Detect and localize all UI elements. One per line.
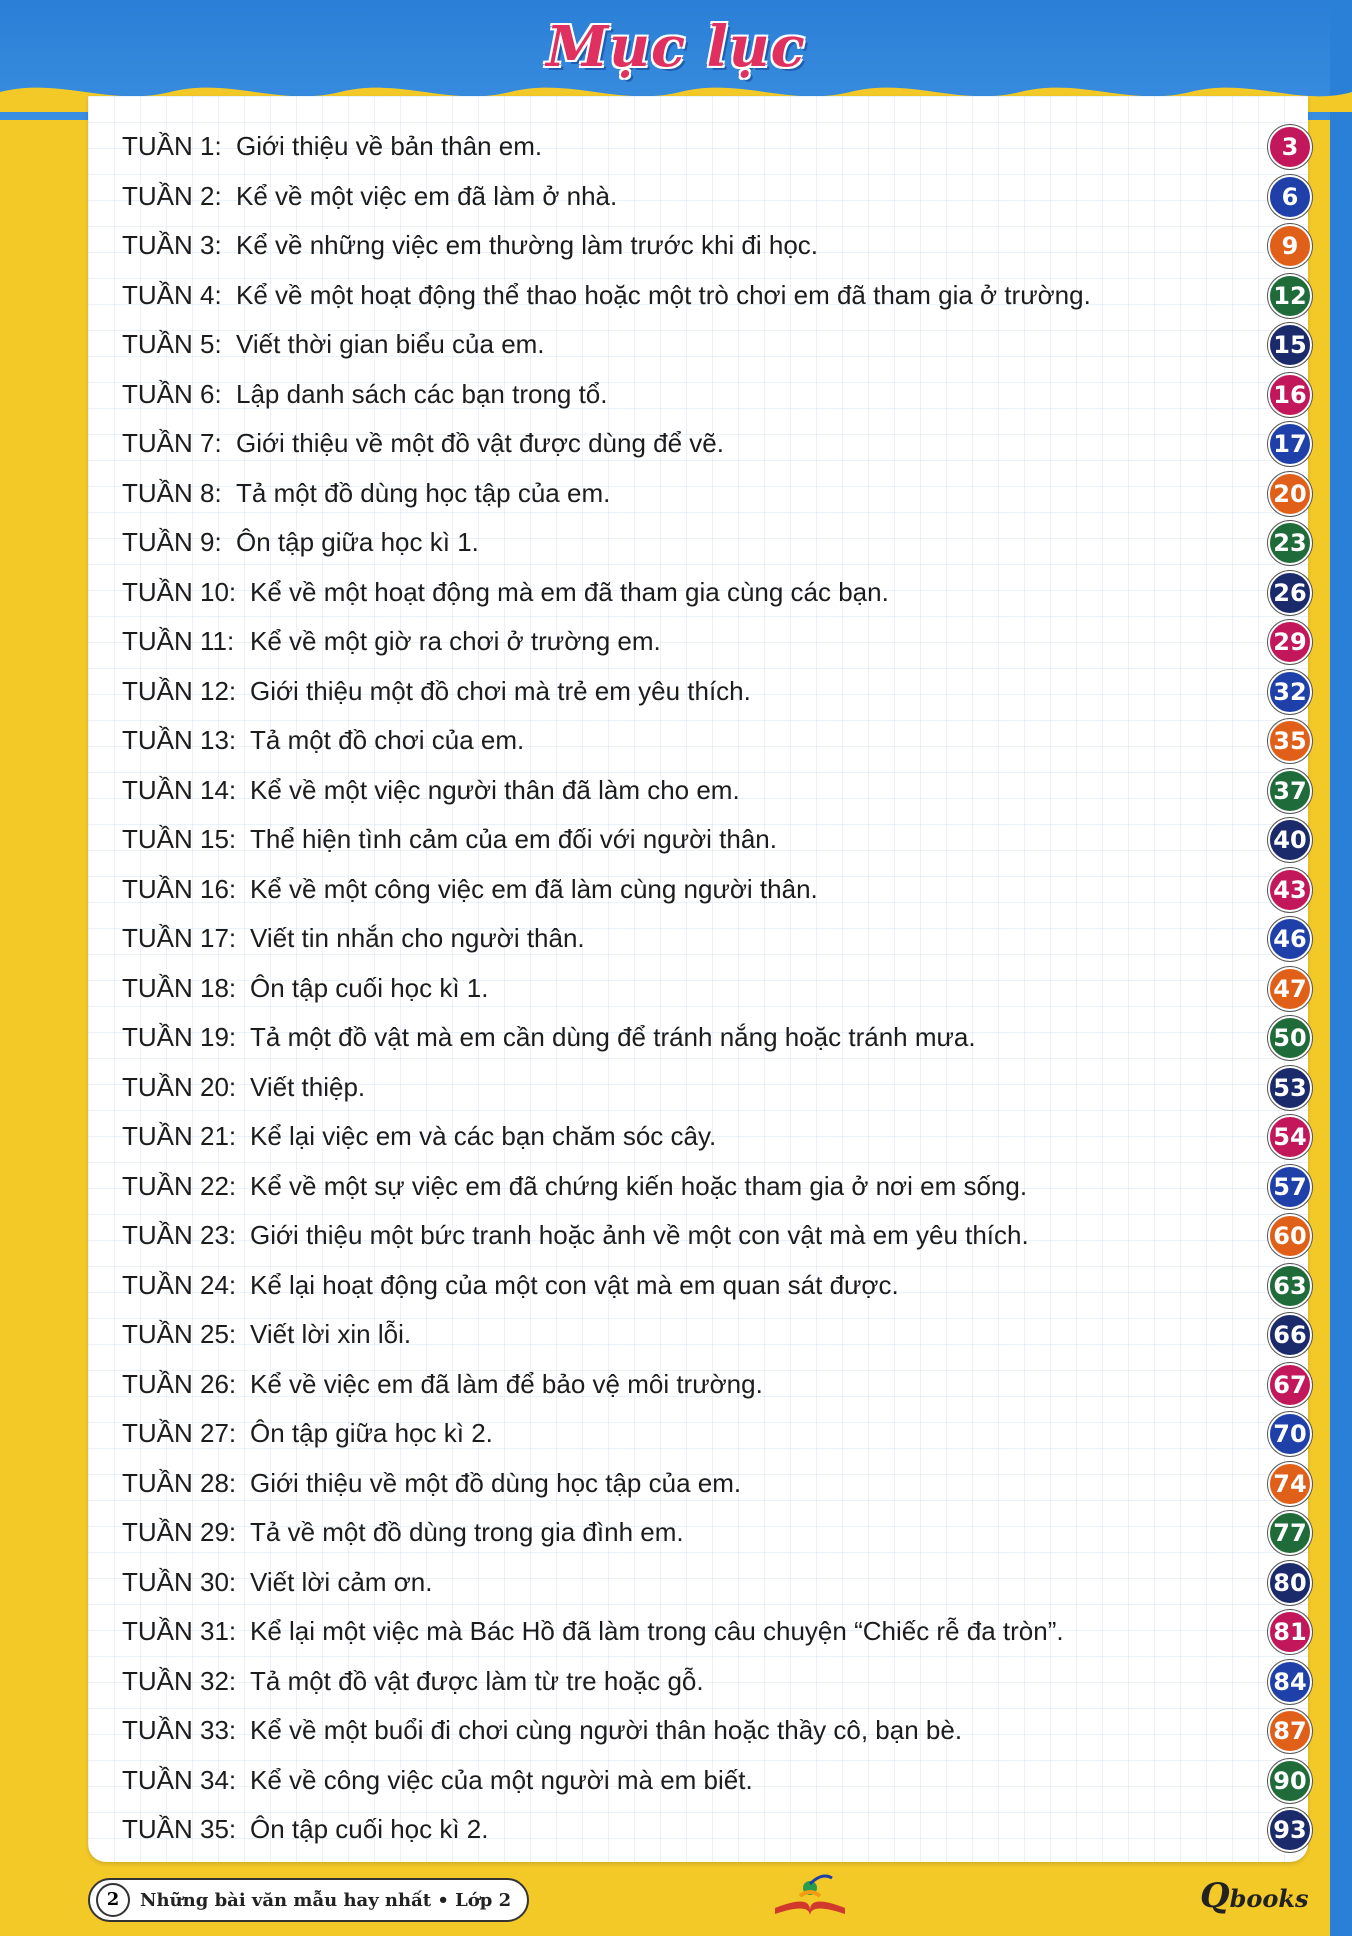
- toc-entry[interactable]: [122, 172, 1299, 220]
- toc-entry[interactable]: [122, 568, 1307, 616]
- toc-week-label: TUẦN 28:: [122, 1467, 237, 1498]
- toc-entry[interactable]: [122, 1013, 1307, 1061]
- toc-week-label: TUẦN 20:: [122, 1071, 237, 1102]
- toc-entry-title: Kể về một giờ ra chơi ở trường em.: [250, 626, 661, 656]
- toc-entry[interactable]: [122, 1261, 1307, 1309]
- toc-page-number-badge[interactable]: 81: [1268, 1610, 1312, 1654]
- toc-page-number-badge[interactable]: 57: [1268, 1165, 1312, 1209]
- toc-entry[interactable]: [122, 1607, 1307, 1655]
- toc-entry-title: Tả một đồ vật mà em cần dùng để tránh nắng hoặc tránh mưa.: [250, 1022, 976, 1052]
- toc-page-number-badge[interactable]: 47: [1268, 967, 1312, 1011]
- toc-entry-title: Thể hiện tình cảm của em đối với người thân.: [250, 824, 777, 854]
- toc-page-number-badge[interactable]: 84: [1268, 1660, 1312, 1704]
- toc-entry-title: Kể lại việc em và các bạn chăm sóc cây.: [250, 1121, 717, 1151]
- toc-week-label: TUẦN 16:: [122, 873, 237, 904]
- toc-entry[interactable]: [122, 122, 1299, 170]
- toc-page-number-badge[interactable]: 20: [1268, 472, 1312, 516]
- toc-page-number-badge[interactable]: 16: [1268, 373, 1312, 417]
- toc-entry[interactable]: [122, 1162, 1307, 1210]
- toc-week-label: TUẦN 34:: [122, 1764, 237, 1795]
- toc-entry-title: Kể về một sự việc em đã chứng kiến hoặc tham gia ở nơi em sống.: [250, 1170, 1028, 1201]
- toc-page-number-badge[interactable]: 23: [1268, 521, 1312, 565]
- toc-entry[interactable]: [122, 1310, 1307, 1358]
- toc-entry[interactable]: [122, 716, 1307, 764]
- toc-week-label: TUẦN 19:: [122, 1022, 237, 1052]
- toc-entry-title: Kể về một việc em đã làm ở nhà.: [236, 180, 618, 211]
- toc-entry-title: Viết thiệp.: [250, 1071, 366, 1102]
- toc-week-label: TUẦN 9:: [122, 527, 222, 557]
- toc-entry-title: Tả một đồ vật được làm từ tre hoặc gỗ.: [250, 1665, 704, 1696]
- toc-entry[interactable]: [122, 1409, 1307, 1457]
- toc-entry-title: Giới thiệu về một đồ vật được dùng để vẽ.: [236, 428, 724, 458]
- toc-entry-title: Tả một đồ chơi của em.: [250, 725, 525, 755]
- toc-entry-title: Giới thiệu một đồ chơi mà trẻ em yêu thích.: [250, 675, 751, 706]
- toc-week-label: TUẦN 6:: [122, 378, 222, 409]
- toc-week-label: TUẦN 32:: [122, 1665, 237, 1696]
- toc-entry[interactable]: [122, 964, 1307, 1012]
- toc-entry-title: Viết tin nhắn cho người thân.: [250, 923, 585, 953]
- toc-page-number-badge[interactable]: 17: [1268, 422, 1312, 466]
- toc-entry-title: Giới thiệu một bức tranh hoặc ảnh về một con vật mà em yêu thích.: [250, 1220, 1029, 1250]
- toc-entry[interactable]: [122, 419, 1307, 467]
- toc-entry-title: Giới thiệu về bản thân em.: [236, 131, 543, 161]
- toc-week-label: TUẦN 17:: [122, 923, 237, 953]
- toc-week-label: TUẦN 5:: [122, 329, 222, 359]
- toc-page-number-badge[interactable]: 67: [1268, 1363, 1312, 1407]
- toc-week-label: TUẦN 13:: [122, 725, 237, 755]
- toc-page-number-badge[interactable]: 35: [1268, 719, 1312, 763]
- toc-entry-title: Ôn tập cuối học kì 1.: [250, 972, 489, 1003]
- toc-page-number-badge[interactable]: 54: [1268, 1115, 1312, 1159]
- toc-page-number-badge[interactable]: 80: [1268, 1561, 1312, 1605]
- toc-entry[interactable]: [122, 1508, 1307, 1556]
- toc-page-number-badge[interactable]: 9: [1268, 224, 1312, 268]
- brand-logo: [1200, 1876, 1309, 1916]
- toc-week-label: TUẦN 33:: [122, 1715, 237, 1745]
- toc-page-number-badge[interactable]: 90: [1268, 1759, 1312, 1803]
- toc-page-number-badge[interactable]: 37: [1268, 769, 1312, 813]
- toc-entry-title: Kể về một buổi đi chơi cùng người thân hoặc thầy cô, bạn bè.: [250, 1715, 963, 1745]
- toc-entry[interactable]: [122, 469, 1307, 517]
- toc-entry-title: Viết lời xin lỗi.: [250, 1319, 412, 1349]
- toc-week-label: TUẦN 31:: [122, 1616, 237, 1646]
- toc-entry-title: Kể về một hoạt động thể thao hoặc một trò chơi em đã tham gia ở trường.: [236, 279, 1091, 310]
- toc-week-label: TUẦN 8:: [122, 477, 222, 508]
- toc-entry-title: Giới thiệu về một đồ dùng học tập của em.: [250, 1467, 742, 1498]
- toc-week-label: TUẦN 14:: [122, 774, 237, 805]
- toc-week-label: TUẦN 35:: [122, 1814, 237, 1844]
- toc-week-label: TUẦN 18:: [122, 972, 237, 1003]
- toc-page-number-badge[interactable]: 26: [1268, 571, 1312, 615]
- toc-week-label: TUẦN 21:: [122, 1121, 237, 1151]
- toc-entry-title: Kể về những việc em thường làm trước khi đi học.: [236, 230, 819, 260]
- toc-page-number-badge[interactable]: 32: [1268, 670, 1312, 714]
- toc-page-number-badge[interactable]: 6: [1268, 175, 1312, 219]
- toc-week-label: TUẦN 30:: [122, 1566, 237, 1597]
- toc-entry[interactable]: [122, 221, 1299, 269]
- page-title: Mục lục: [546, 14, 806, 80]
- toc-entry[interactable]: [122, 1706, 1307, 1754]
- toc-page-number-badge[interactable]: 70: [1268, 1412, 1312, 1456]
- toc-entry-title: Ôn tập cuối học kì 2.: [250, 1814, 489, 1844]
- toc-page-number-badge[interactable]: 15: [1268, 323, 1312, 367]
- toc-entry[interactable]: [122, 815, 1307, 863]
- toc-entry-title: Tả một đồ dùng học tập của em.: [236, 477, 611, 508]
- toc-entry[interactable]: [122, 766, 1307, 814]
- toc-entry-title: Kể về việc em đã làm để bảo vệ môi trường.: [250, 1368, 763, 1399]
- toc-week-label: TUẦN 11:: [122, 626, 235, 656]
- toc-week-label: TUẦN 7:: [122, 428, 222, 458]
- toc-entry[interactable]: [122, 1558, 1307, 1606]
- toc-entry-title: Kể về công việc của một người mà em biết.: [250, 1764, 753, 1795]
- toc-entry-title: Ôn tập giữa học kì 1.: [236, 527, 479, 557]
- toc-entry-title: Kể về một hoạt động mà em đã tham gia cùng các bạn.: [250, 576, 889, 607]
- footer-bar: [88, 1878, 529, 1922]
- toc-entry[interactable]: [122, 1360, 1307, 1408]
- toc-entry-title: Kể về một việc người thân đã làm cho em.: [250, 774, 740, 805]
- toc-entry[interactable]: [122, 320, 1307, 368]
- toc-page-number-badge[interactable]: 87: [1268, 1709, 1312, 1753]
- toc-page-number-badge[interactable]: 60: [1268, 1214, 1312, 1258]
- toc-entry[interactable]: [122, 1112, 1307, 1160]
- toc-week-label: TUẦN 4:: [122, 279, 222, 310]
- toc-entry[interactable]: [122, 370, 1307, 418]
- toc-entry-title: Tả về một đồ dùng trong gia đình em.: [250, 1517, 684, 1547]
- toc-entry-title: Viết thời gian biểu của em.: [236, 329, 545, 359]
- toc-week-label: TUẦN 27:: [122, 1418, 237, 1448]
- toc-entry[interactable]: [122, 1211, 1307, 1259]
- toc-week-label: TUẦN 10:: [122, 576, 237, 607]
- toc-week-label: TUẦN 15:: [122, 824, 237, 854]
- toc-page-number-badge[interactable]: 66: [1268, 1313, 1312, 1357]
- brand-initial: Q: [1200, 1876, 1230, 1916]
- toc-page-number-badge[interactable]: 77: [1268, 1511, 1312, 1555]
- toc-entry[interactable]: [122, 865, 1307, 913]
- toc-page-number-badge[interactable]: 50: [1268, 1016, 1312, 1060]
- toc-entry[interactable]: [122, 1756, 1307, 1804]
- toc-page-number-badge[interactable]: 93: [1268, 1808, 1312, 1852]
- toc-page-number-badge[interactable]: 46: [1268, 917, 1312, 961]
- toc-page-number-badge[interactable]: 63: [1268, 1264, 1312, 1308]
- toc-entry[interactable]: [122, 1063, 1307, 1111]
- toc-entry[interactable]: [122, 271, 1307, 319]
- toc-entry[interactable]: [122, 518, 1307, 566]
- toc-week-label: TUẦN 2:: [122, 180, 222, 211]
- toc-week-label: TUẦN 24:: [122, 1269, 237, 1300]
- toc-week-label: TUẦN 29:: [122, 1517, 237, 1547]
- toc-page-number-badge[interactable]: 43: [1268, 868, 1312, 912]
- toc-week-label: TUẦN 25:: [122, 1319, 237, 1349]
- toc-page-number-badge[interactable]: 12: [1268, 274, 1312, 318]
- toc-week-label: TUẦN 23:: [122, 1220, 237, 1250]
- toc-entry-title: Ôn tập giữa học kì 2.: [250, 1418, 493, 1448]
- toc-page-number-badge[interactable]: 40: [1268, 818, 1312, 862]
- footer-page-number: 2: [96, 1883, 130, 1917]
- toc-entry[interactable]: [122, 1459, 1307, 1507]
- toc-week-label: TUẦN 1:: [122, 131, 222, 161]
- toc-page-number-badge[interactable]: 74: [1268, 1462, 1312, 1506]
- toc-week-label: TUẦN 26:: [122, 1368, 237, 1399]
- toc-page-number-badge[interactable]: 53: [1268, 1066, 1312, 1110]
- toc-page-number-badge[interactable]: 3: [1268, 125, 1312, 169]
- toc-entry-title: Kể lại hoạt động của một con vật mà em quan sát được.: [250, 1269, 899, 1300]
- toc-entry-title: Lập danh sách các bạn trong tổ.: [236, 378, 608, 409]
- toc-week-label: TUẦN 12:: [122, 675, 237, 706]
- toc-week-label: TUẦN 22:: [122, 1170, 237, 1201]
- book-logo-icon: [770, 1870, 850, 1920]
- toc-entry-title: Viết lời cảm ơn.: [250, 1566, 433, 1597]
- toc-entry[interactable]: [122, 914, 1307, 962]
- toc-entry-title: Kể lại một việc mà Bác Hồ đã làm trong câu chuyện “Chiếc rễ đa tròn”.: [250, 1616, 1064, 1646]
- toc-page-number-badge[interactable]: 29: [1268, 620, 1312, 664]
- right-edge-strip: [1330, 0, 1352, 1936]
- brand-suffix: books: [1229, 1884, 1309, 1913]
- footer-book-title: Những bài văn mẫu hay nhất • Lớp 2: [140, 1889, 512, 1911]
- toc-entry[interactable]: [122, 1657, 1307, 1705]
- toc-week-label: TUẦN 3:: [122, 230, 222, 260]
- toc-entry[interactable]: [122, 667, 1307, 715]
- toc-entry[interactable]: [122, 617, 1307, 665]
- toc-entry-title: Kể về một công việc em đã làm cùng người thân.: [250, 873, 818, 904]
- toc-entry[interactable]: [122, 1805, 1307, 1853]
